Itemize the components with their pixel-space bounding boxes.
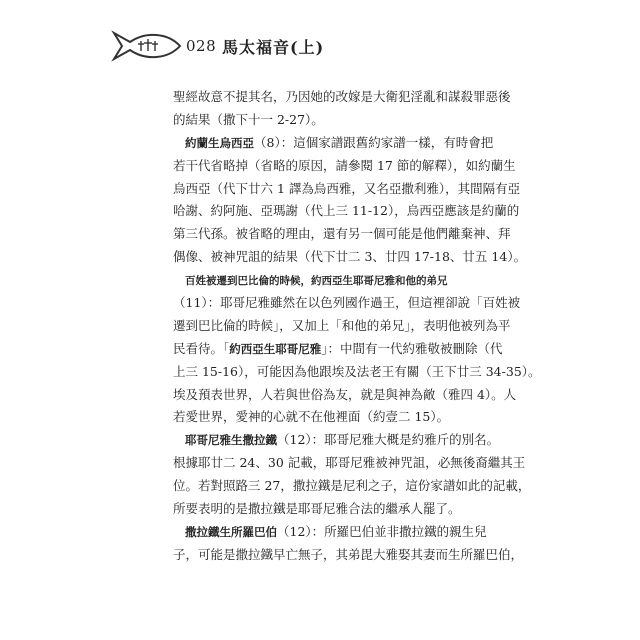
text-line: [173, 269, 473, 292]
scripture-term: 耶哥尼雅生撒拉鐵: [185, 433, 277, 448]
text-segment: （12）：所羅巴伯並非撒拉鐵的親生兒: [277, 523, 487, 539]
text-segment: 聖經故意不提其名，乃因她的改嫁是大衛犯淫亂和謀殺罪惡後: [173, 89, 511, 104]
text-segment: 烏西亞（代下廿六 1 譯為烏西雅，又名亞撒利雅），其間隔有亞: [173, 180, 521, 196]
text-segment: （11）：耶哥尼雅雖然在以色列國作過王，但這裡卻說「百姓被: [173, 295, 521, 311]
text-segment: 子，可能是撒拉鐵早亡無子，其弟毘大雅娶其妻而生所羅巴伯，: [173, 546, 524, 562]
text-line: [173, 223, 511, 246]
text-segment: 哈謝、約阿施、亞瑪謝（代上三 11-12），烏西亞應該是約蘭的: [173, 203, 520, 219]
text-segment: 根據耶廿二 24、30 記載，耶哥尼雅被神咒詛，必無後裔繼其王: [173, 455, 526, 471]
page-header: [110, 29, 550, 65]
text-segment: 若愛世界，愛神的心就不在他裡面（約壹二 15）。: [173, 409, 450, 425]
text-line: [173, 406, 473, 429]
text-segment: 位。若對照路三 27，撒拉鐵是尼利之子，這份家譜如此的記載，: [173, 478, 531, 494]
text-segment: 所要表明的是撒拉鐵是耶哥尼雅合法的繼承人罷了。: [173, 501, 461, 517]
text-segment: 民看待。「: [173, 340, 230, 356]
ichthys-fish-icon: [110, 29, 182, 63]
scripture-term: 約蘭生烏西亞: [185, 135, 254, 150]
text-line: [173, 86, 511, 109]
scripture-term: 約西亞生耶哥尼雅: [229, 341, 322, 356]
text-line: [173, 498, 473, 521]
text-line: [173, 544, 524, 567]
book-title: 馬太福音(上): [222, 38, 325, 57]
text-line: [173, 315, 511, 338]
text-line: [173, 109, 473, 132]
text-line: [173, 200, 520, 223]
text-line: [173, 178, 521, 201]
text-segment: 若干代省略掉（省略的原因，請參閱 17 節的解釋），如約蘭生: [173, 157, 516, 173]
text-line: [173, 452, 526, 475]
text-segment: 上三 15-16），可能因為他跟埃及法老王有關（王下廿三 34-35）。: [173, 363, 541, 379]
text-line: [173, 384, 517, 407]
text-line: [173, 246, 527, 269]
text-segment: （12）：耶哥尼雅大概是約雅斤的別名。: [277, 432, 500, 448]
text-segment: 偶像、被神咒詛的結果（代下廿二 3、廿四 17-18、廿五 14）。: [173, 249, 527, 265]
text-line: [173, 475, 531, 498]
text-segment: 第三代孫。被省略的理由，還有另一個可能是他們離棄神、拜: [173, 226, 511, 242]
body-text: [173, 86, 541, 567]
text-line: [173, 292, 521, 315]
text-line: [173, 132, 494, 155]
text-segment: （8）：這個家譜跟舊約家譜一樣，有時會把: [254, 134, 494, 150]
text-segment: 的結果（撒下十一 2-27）。: [173, 111, 324, 127]
text-line: [173, 155, 516, 178]
text-line: [173, 338, 503, 361]
scripture-term: 撒拉鐵生所羅巴伯: [185, 524, 277, 539]
text-line: [173, 361, 541, 384]
page-number: 028: [186, 37, 217, 55]
scripture-term: 百姓被遷到巴比倫的時候，約西亞生耶哥尼雅和他的弟兄: [185, 275, 448, 288]
text-segment: 」：中間有一代約雅敬被刪除（代: [321, 340, 503, 356]
text-segment: 埃及預表世界，人若與世俗為友，就是與神為敵（雅四 4）。人: [173, 386, 517, 402]
text-line: [173, 521, 487, 544]
text-segment: 遷到巴比倫的時候」，又加上「和他的弟兄」，表明他被列為平: [173, 317, 511, 333]
text-line: [173, 429, 500, 452]
